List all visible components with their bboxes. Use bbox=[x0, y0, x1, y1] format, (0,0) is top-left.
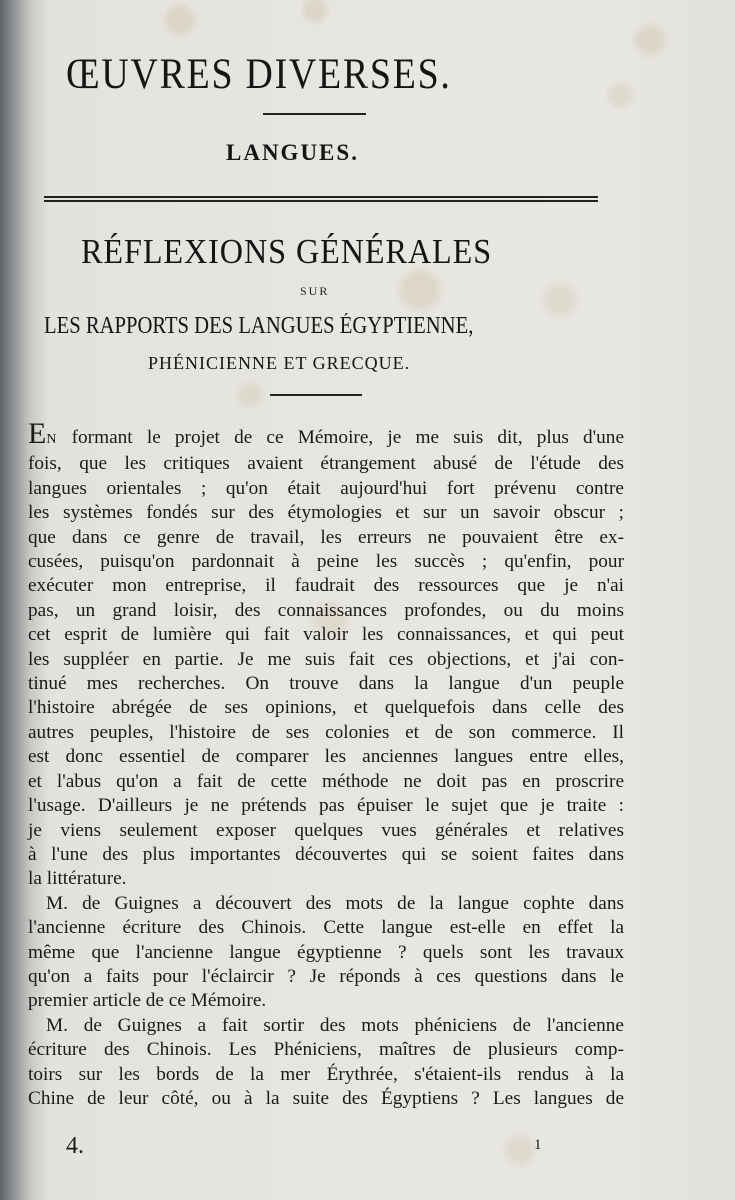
text-line: tinué mes recherches. On trouve dans la langue d'un peuple bbox=[28, 673, 624, 695]
text-line: écriture des Chinois. Les Phéniciens, maîtres de plusieurs comp- bbox=[28, 1039, 624, 1061]
text-line: pas, un grand loisir, des connaissances profondes, ou du moins bbox=[28, 599, 624, 621]
text-line: exécuter mon entreprise, il faudrait des ressources que je n'ai bbox=[28, 575, 624, 597]
text-line: même que l'ancienne langue égyptienne ? quels sont les travaux bbox=[28, 941, 624, 963]
body-text bbox=[28, 417, 624, 1111]
text-line: les systèmes fondés sur des étymologies et sur un savoir obscur ; bbox=[28, 502, 624, 524]
text-line: autres peuples, l'histoire de ses colonies et de son commerce. Il bbox=[28, 721, 624, 743]
divider-rule bbox=[270, 394, 362, 396]
divider-rule bbox=[263, 113, 366, 115]
text-line: cet esprit de lumière qui fait valoir les connaissances, et qui peut bbox=[28, 624, 624, 646]
text-line: la littérature. bbox=[28, 868, 127, 890]
text-line: M. de Guignes a découvert des mots de la langue cophte dans bbox=[46, 892, 624, 914]
text-line: l'usage. D'ailleurs je ne prétends pas épuiser le sujet que je traite : bbox=[28, 795, 624, 817]
section-title: LANGUES. bbox=[226, 140, 359, 165]
drop-cap: E bbox=[28, 417, 47, 450]
text-line: cusées, puisqu'on pardonnait à peine les succès ; qu'enfin, pour bbox=[28, 551, 624, 573]
article-subtitle-line2: PHÉNICIENNE ET GRECQUE. bbox=[148, 353, 411, 373]
text-line: M. de Guignes a fait sortir des mots phéniciens de l'ancienne bbox=[46, 1014, 624, 1036]
double-rule bbox=[44, 196, 598, 202]
text-line: l'ancienne écriture des Chinois. Cette langue est-elle en effet la bbox=[28, 917, 624, 939]
text-line: fois, que les critiques avaient étrangement abusé de l'étude des bbox=[28, 453, 624, 475]
text-line: je viens seulement exposer quelques vues générales et relatives bbox=[28, 819, 624, 841]
page-number: 1 bbox=[534, 1137, 542, 1153]
text-line: langues orientales ; qu'on était aujourd'hui fort prévenu contre bbox=[28, 477, 624, 499]
running-title: ŒUVRES DIVERSES. bbox=[66, 51, 452, 98]
article-subtitle-line1: LES RAPPORTS DES LANGUES ÉGYPTIENNE, bbox=[44, 313, 474, 339]
text-line: et l'abus qu'on a fait de cette méthode ne doit pas en proscrire bbox=[28, 770, 624, 792]
text-line: l'histoire abrégée de ses opinions, et quelquefois dans celle des bbox=[28, 697, 624, 719]
text-line: toirs sur les bords de la mer Érythrée, s'étaient-ils rendus à la bbox=[28, 1063, 624, 1085]
text-line: qu'on a faits pour l'éclaircir ? Je réponds à ces questions dans le bbox=[28, 965, 624, 987]
article-title: RÉFLEXIONS GÉNÉRALES bbox=[81, 232, 493, 271]
signature-mark: 4. bbox=[66, 1133, 84, 1159]
text-line: à l'une des plus importantes découvertes qui se soient faites dans bbox=[28, 843, 624, 865]
text-line: premier article de ce Mémoire. bbox=[28, 990, 267, 1012]
text-line: EN formant le projet de ce Mémoire, je me suis dit, plus d'une bbox=[28, 417, 624, 450]
text-line: est donc essentiel de comparer les anciennes langues entre elles, bbox=[28, 746, 624, 768]
text-line: Chine de leur côté, ou à la suite des Égyptiens ? Les langues de bbox=[28, 1087, 624, 1109]
title-connector: SUR bbox=[300, 284, 330, 298]
text-line: les suppléer en partie. Je me suis fait ces objections, et j'ai con- bbox=[28, 648, 624, 670]
text-line: que dans ce genre de travail, les erreurs ne pouvaient être ex- bbox=[28, 526, 624, 548]
